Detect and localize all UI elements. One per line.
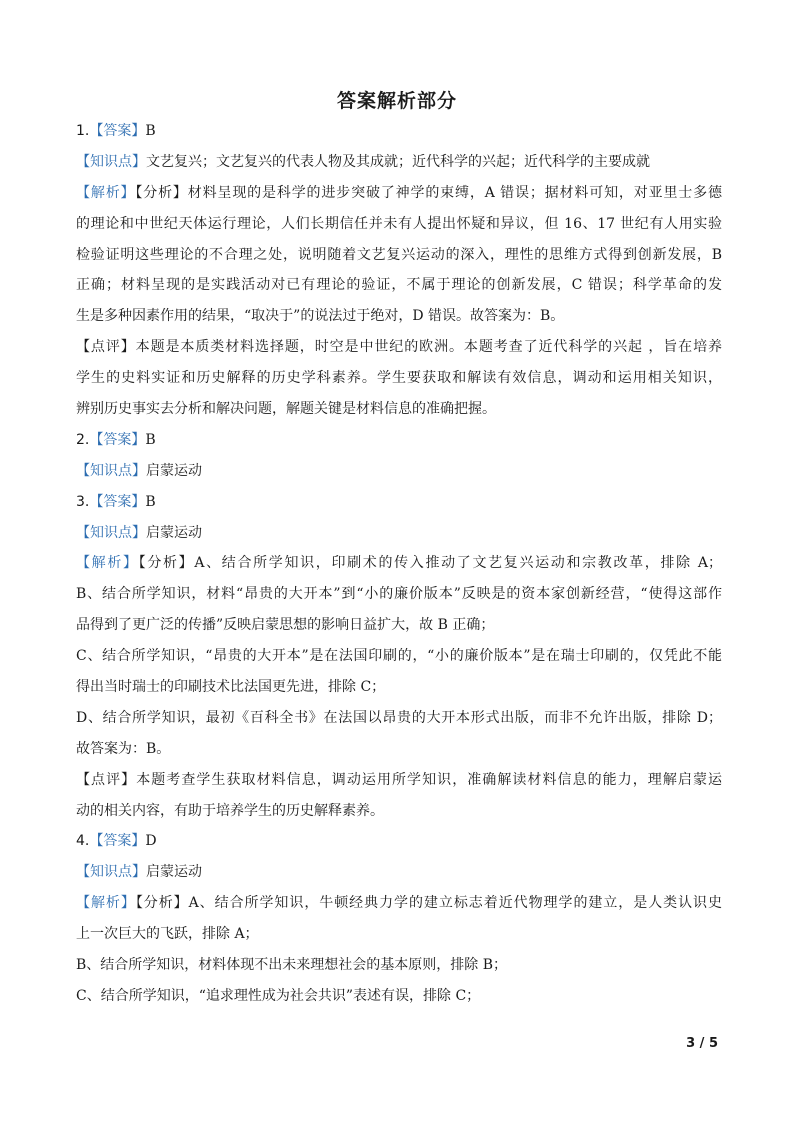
section-tag: 【答案】	[89, 833, 146, 850]
line-text: 【分析】A、结合所学知识，牛顿经典力学的建立标志着近代物理学的建立，是人类认识史	[135, 895, 722, 912]
line-text: 学生的史料实证和历史解释的历史学科素养。学生要获取和解读有效信息，调动和运用相关知识，	[76, 370, 722, 387]
text-line	[76, 332, 722, 363]
question-number: 3.	[76, 493, 90, 510]
text-line	[76, 301, 722, 332]
text-line	[76, 672, 722, 703]
text-line	[76, 116, 722, 147]
section-tag: 【知识点】	[76, 153, 146, 170]
text-line	[76, 425, 722, 456]
text-line	[76, 888, 722, 919]
text-line	[76, 703, 722, 734]
line-text: 【点评】本题是本质类材料选择题，时空是中世纪的欧洲。本题考查了近代科学的兴起 ，旨在培养	[76, 339, 722, 356]
line-text: C、结合所学知识，“追求理性成为社会共识”表述有误，排除 C；	[76, 987, 481, 1004]
line-text: 文艺复兴；文艺复兴的代表人物及其成就；近代科学的兴起；近代科学的主要成就	[146, 153, 650, 170]
text-line	[76, 240, 722, 271]
line-text: 启蒙运动	[146, 864, 202, 881]
line-text: 【分析】A、结合所学知识，印刷术的传入推动了文艺复兴运动和宗教改革，排除 A；	[138, 555, 722, 572]
text-line	[76, 178, 722, 209]
text-line	[76, 548, 722, 579]
text-line	[76, 487, 722, 518]
line-text: 动的相关内容，有助于培养学生的历史解释素养。	[76, 802, 384, 819]
section-tag: 【知识点】	[76, 524, 146, 541]
section-tag: 【答案】	[89, 123, 146, 139]
line-text: 启蒙运动	[146, 462, 202, 479]
text-line	[76, 734, 722, 765]
question-number: 4.	[76, 833, 90, 850]
text-line	[76, 394, 722, 425]
section-tag: 【知识点】	[76, 462, 146, 479]
line-text: 品得到了更广泛的传播”反映启蒙思想的影响日益扩大，故 B 正确；	[76, 617, 495, 634]
text-line	[76, 950, 722, 981]
line-text: 上一次巨大的飞跃，排除 A；	[76, 926, 259, 943]
line-text: B、结合所学知识，材料体现不出未来理想社会的基本原则，排除 B；	[76, 957, 508, 974]
text-line	[76, 826, 722, 857]
page-number: 3 / 5	[686, 1036, 718, 1051]
text-line	[76, 919, 722, 950]
text-line	[76, 209, 722, 240]
text-line	[76, 641, 722, 672]
line-text: D、结合所学知识，最初《百科全书》在法国以昂贵的大开本形式出版，而非不允许出版，排除 D；	[76, 709, 722, 726]
line-text: 生是多种因素作用的结果，“取决于”的说法过于绝对，D 错误。故答案为：B。	[76, 308, 565, 325]
line-text: C、结合所学知识，“昂贵的大开本”是在法国印刷的，“小的廉价版本”是在瑞士印刷的，仅凭此不能	[76, 648, 722, 665]
question-number: 2.	[76, 431, 90, 448]
line-text: 得出当时瑞士的印刷技术比法国更先进，排除 C；	[76, 679, 386, 696]
page-title: 答案解析部分	[336, 90, 457, 112]
line-text: B	[145, 493, 156, 510]
section-tag: 【答案】	[89, 431, 146, 448]
text-line	[76, 765, 722, 796]
line-text: 检验证明这些理论的不合理之处，说明随着文艺复兴运动的深入，理性的思维方式得到创新发展，B	[76, 246, 722, 263]
text-line	[76, 857, 722, 888]
line-text: 【分析】材料呈现的是科学的进步突破了神学的束缚，A 错误；据材料可知，对亚里士多德	[135, 184, 722, 201]
line-text: B、结合所学知识，材料“昂贵的大开本”到“小的廉价版本”反映是的资本家创新经营，“使得这部作	[76, 586, 722, 603]
section-tag: 【解析】	[76, 555, 139, 572]
section-tag: 【解析】	[76, 184, 136, 201]
section-tag: 【知识点】	[76, 864, 146, 881]
line-text: D	[145, 833, 157, 850]
line-text: B	[145, 123, 156, 139]
line-text: 正确；材料呈现的是实践活动对已有理论的验证，不属于理论的创新发展，C 错误；科学革命的发	[76, 277, 722, 294]
text-line	[76, 579, 722, 610]
question-number: 1.	[76, 123, 90, 139]
text-line	[76, 610, 722, 641]
section-tag: 【答案】	[89, 493, 146, 510]
text-line	[76, 147, 722, 178]
line-text: 辨别历史事实去分析和解决问题，解题关键是材料信息的准确把握。	[76, 401, 496, 418]
text-line	[76, 270, 722, 301]
line-text: 启蒙运动	[146, 524, 202, 541]
line-text: 【点评】本题考查学生获取材料信息，调动运用所学知识，准确解读材料信息的能力，理解启蒙运	[76, 771, 722, 788]
text-line	[76, 456, 722, 487]
text-line	[76, 981, 722, 1012]
answer-explanations	[76, 116, 722, 1012]
text-line	[76, 518, 722, 549]
line-text: 故答案为：B。	[76, 740, 171, 757]
text-line	[76, 796, 722, 827]
text-line	[76, 363, 722, 394]
line-text: B	[145, 431, 156, 448]
line-text: 的理论和中世纪天体运行理论，人们长期信任并未有人提出怀疑和异议，但 16、17 世纪有人用实验	[76, 215, 722, 232]
section-tag: 【解析】	[76, 895, 136, 912]
